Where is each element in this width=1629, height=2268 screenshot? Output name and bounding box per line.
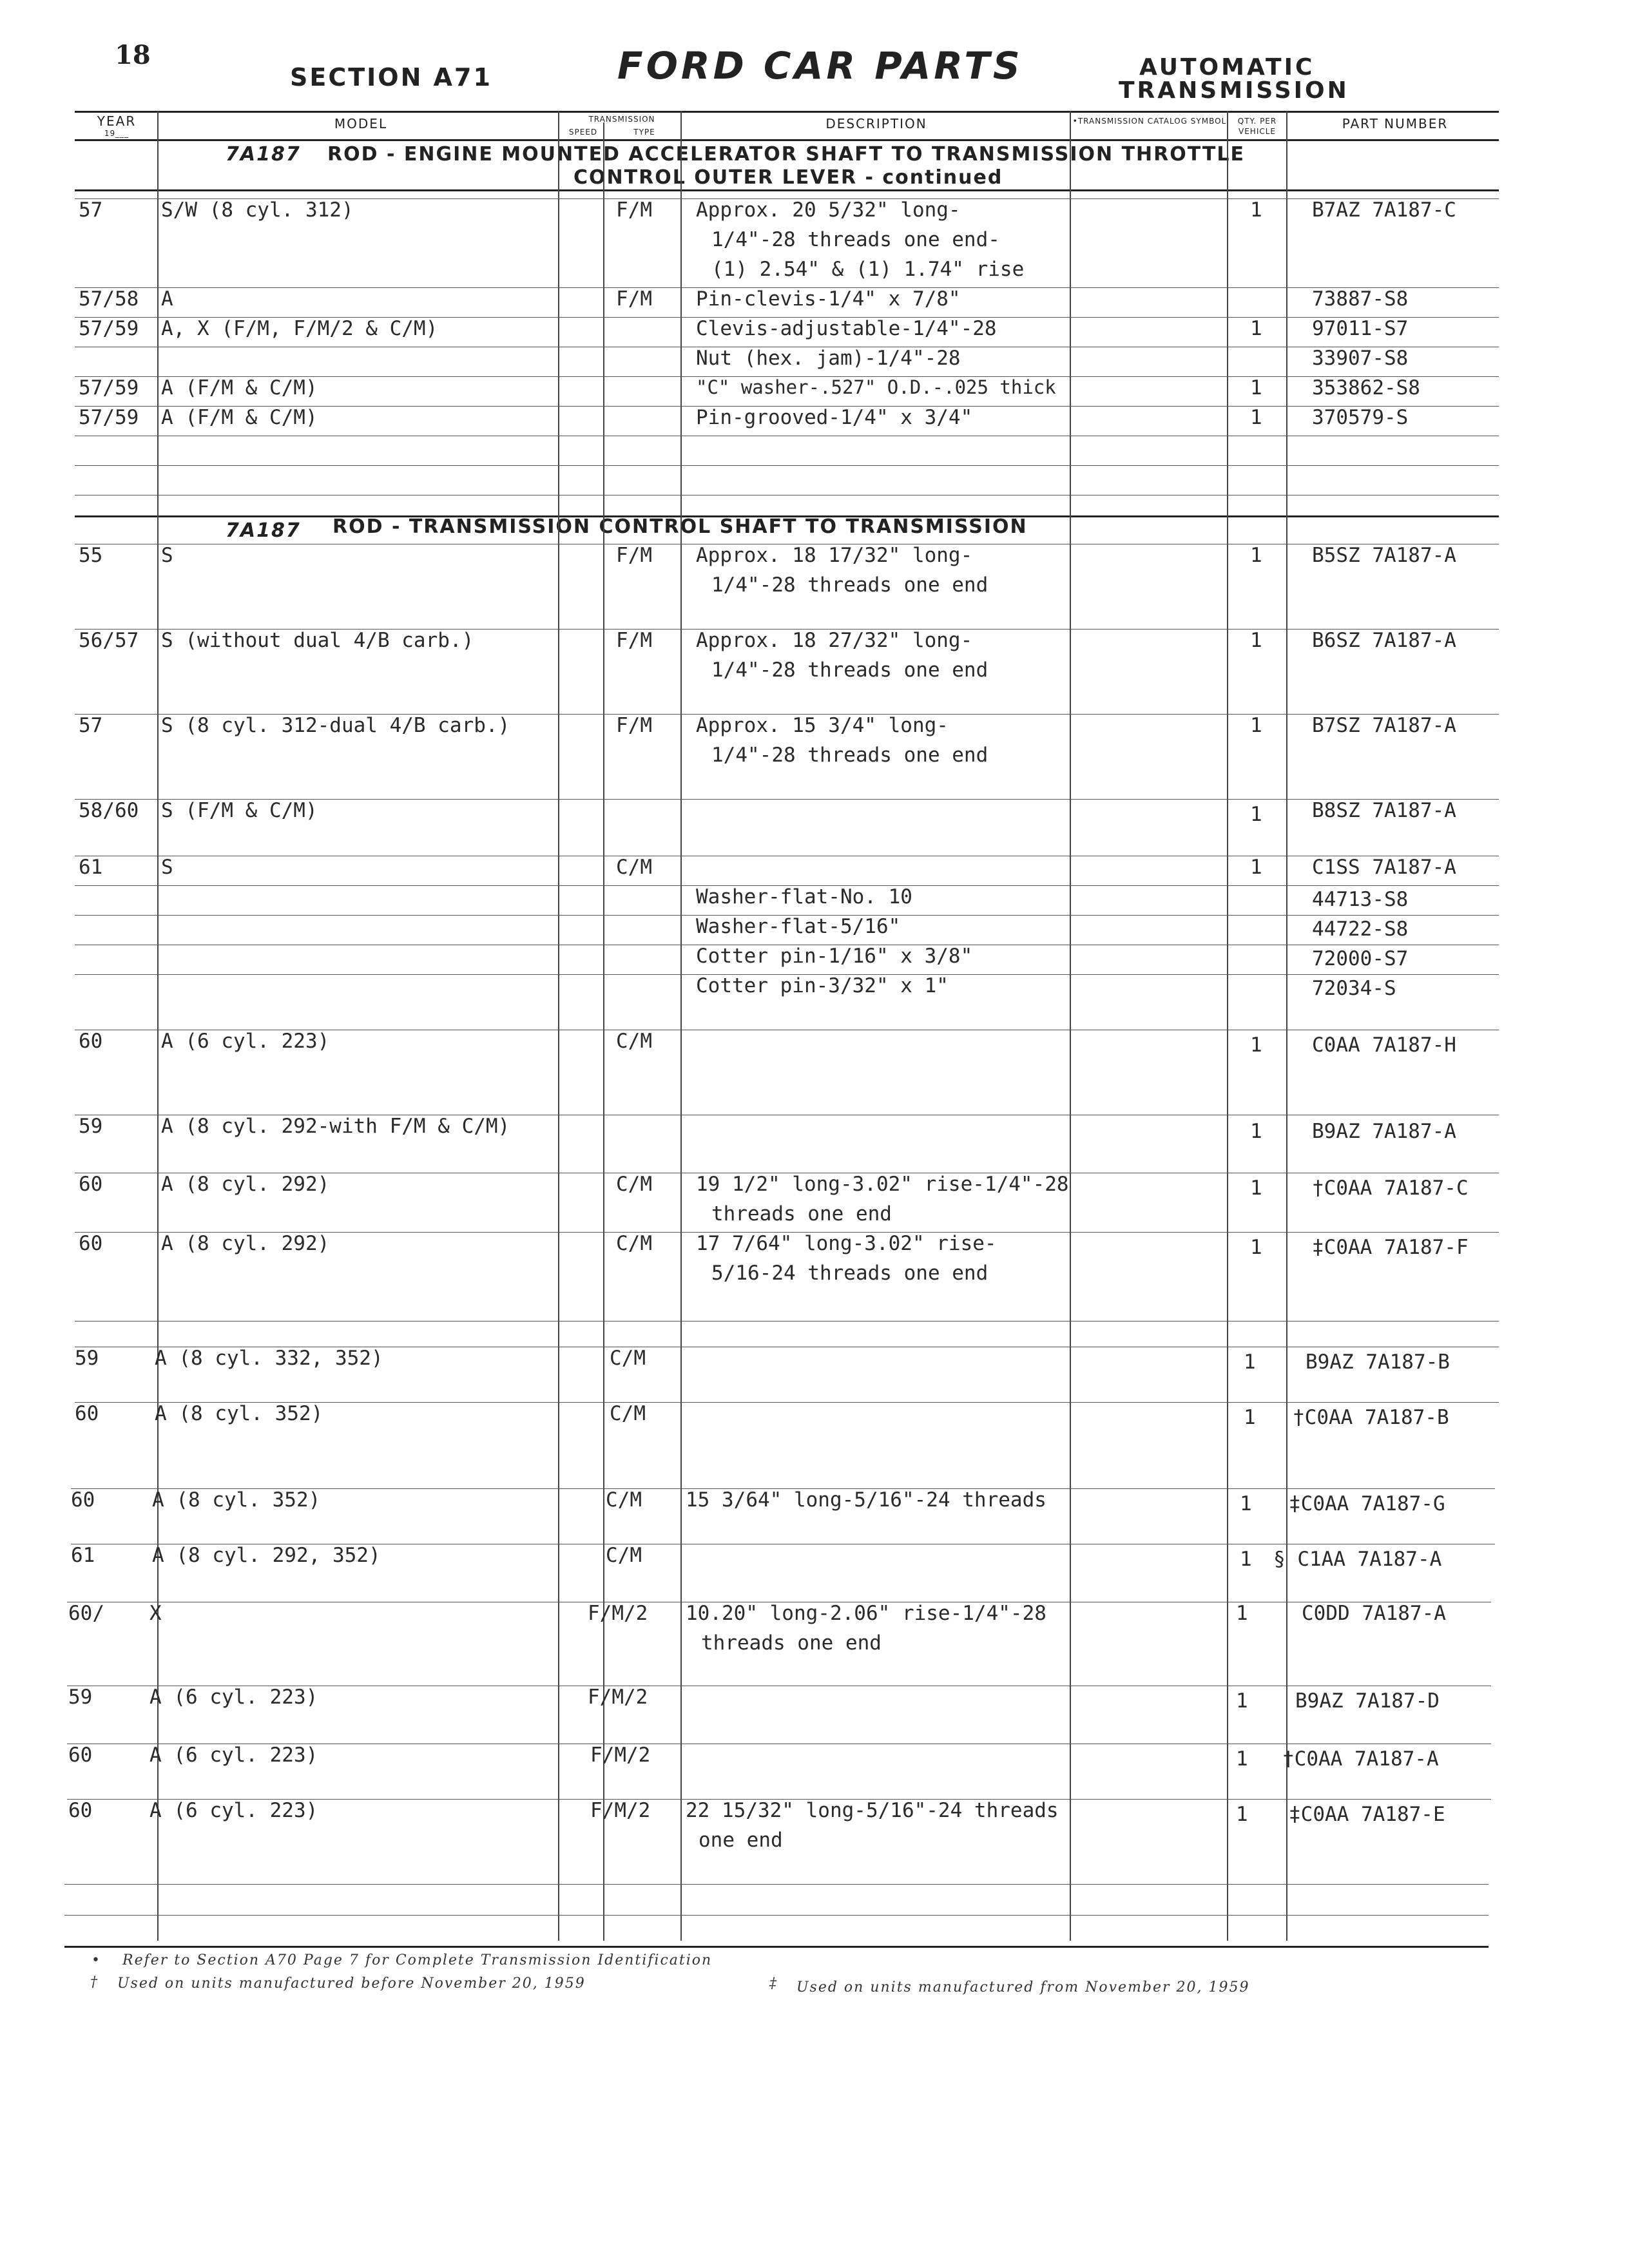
col-year-sub: 19___ [104,129,130,138]
row-year: 59 [79,1115,103,1138]
footnote-bullet-marker: • [92,1952,101,1968]
row-model: A (6 cyl. 223) [149,1686,318,1709]
col-transmission: TRANSMISSION [588,115,655,124]
row-type: F/M [616,714,652,737]
row-model: X [149,1602,162,1625]
row-year: 60 [68,1744,93,1767]
row-part-number: 44713-S8 [1312,888,1409,911]
row-year: 60/ [68,1602,104,1625]
row-part-number: B8SZ 7A187-A [1312,799,1456,822]
row-description: 22 15/32" long-5/16"-24 threads [686,1799,1059,1822]
row-model: A (6 cyl. 223) [149,1744,318,1767]
row-model: A (6 cyl. 223) [161,1030,330,1053]
row-part-number: B5SZ 7A187-A [1312,544,1456,567]
divider-description [680,111,682,1941]
row-year: 57 [79,714,103,737]
row-qty: 1 [1250,856,1262,879]
brand-title: FORD CAR PARTS [617,44,1023,88]
footnote-dagger-marker: † [90,1974,99,1990]
row-year: 57/59 [79,406,139,429]
row-qty: 1 [1236,1747,1248,1771]
divider-catalog [1070,111,1071,1941]
row-description: threads one end [711,1202,892,1225]
row-qty: 1 [1244,1406,1256,1429]
row-qty: 1 [1250,376,1262,399]
row-model: A (6 cyl. 223) [149,1799,318,1822]
row-part-number: B7AZ 7A187-C [1312,198,1456,222]
row-type: F/M/2 [588,1602,648,1625]
row-part-number: 370579-S [1312,406,1409,429]
row-year: 60 [79,1173,103,1196]
row-description: threads one end [701,1631,882,1655]
header-top-rule [75,111,1499,113]
row-description: 15 3/64" long-5/16"-24 threads [686,1488,1046,1512]
row-year: 60 [79,1030,103,1053]
row-part-number: 97011-S7 [1312,317,1409,340]
row-qty: 1 [1240,1548,1252,1571]
footnote-bullet: Refer to Section A70 Page 7 for Complete Transmission Identification [122,1952,713,1968]
row-qty: 1 [1250,714,1262,737]
row-model: S (without dual 4/B carb.) [161,629,474,652]
row-qty: 1 [1250,406,1262,429]
row-description: Cotter pin-3/32" x 1" [696,974,949,997]
row-model: A (F/M & C/M) [161,406,318,429]
row-year: 60 [75,1402,99,1425]
row-part-number: B9AZ 7A187-A [1312,1120,1456,1143]
row-year: 59 [75,1347,99,1370]
row-qty: 1 [1250,1236,1262,1259]
row-rule [75,465,1499,466]
row-type: C/M [616,856,652,879]
divider-part [1286,111,1287,1941]
row-part-number: B6SZ 7A187-A [1312,629,1456,652]
row-year: 59 [68,1686,93,1709]
row-description: one end [699,1829,783,1852]
row-description: Nut (hex. jam)-1/4"-28 [696,347,961,370]
col-model: MODEL [334,116,388,131]
row-qty: 1 [1250,317,1262,340]
row-rule [64,1915,1489,1916]
row-type: C/M [606,1488,642,1512]
row-type: F/M/2 [590,1744,651,1767]
row-part-number: †C0AA 7A187-B [1293,1406,1449,1429]
row-type: C/M [616,1232,652,1255]
row-qty: 1 [1250,1033,1262,1057]
footnote-double-dagger-marker: ‡ [769,1975,778,1992]
row-qty: 1 [1240,1492,1252,1515]
col-speed: SPEED [568,128,598,137]
row-description: Approx. 18 17/32" long- [696,544,973,567]
row-model: S (F/M & C/M) [161,799,318,822]
group-code-1: 7A187 [226,143,301,166]
row-year: 57/58 [79,287,139,311]
row-description: Approx. 15 3/4" long- [696,714,949,737]
row-qty: 1 [1244,1350,1256,1374]
col-part-number: PART NUMBER [1342,116,1449,131]
footnote-double-dagger: Used on units manufactured from November 20, 1959 [796,1979,1250,1995]
row-rule [64,1884,1489,1885]
group-1-rule [75,189,1499,191]
group-title-1-line-2: CONTROL OUTER LEVER - continued [574,166,1003,189]
row-description: Washer-flat-No. 10 [696,885,912,908]
row-type: F/M/2 [590,1799,651,1822]
row-type: F/M [616,287,652,311]
row-description: 1/4"-28 threads one end [711,658,988,682]
row-description: 1/4"-28 threads one end [711,744,988,767]
row-type: C/M [616,1030,652,1053]
row-year: 57/59 [79,317,139,340]
row-part-number: ‡C0AA 7A187-G [1289,1492,1445,1515]
row-model: A (8 cyl. 352) [152,1488,321,1512]
row-part-number: 72000-S7 [1312,947,1409,970]
divider-speed [558,111,559,1941]
row-model: S [161,544,173,567]
col-catalog-symbol: •TRANSMISSION CATALOG SYMBOL [1072,117,1227,126]
row-part-number: B7SZ 7A187-A [1312,714,1456,737]
row-model: A, X (F/M, F/M/2 & C/M) [161,317,438,340]
row-description: 10.20" long-2.06" rise-1/4"-28 [686,1602,1046,1625]
divider-model [157,111,159,1941]
row-qty: 1 [1250,1120,1262,1143]
row-description: Pin-grooved-1/4" x 3/4" [696,406,973,429]
row-part-number: 44722-S8 [1312,918,1409,941]
row-type: C/M [610,1402,646,1425]
row-part-number: 73887-S8 [1312,287,1409,311]
row-description: Washer-flat-5/16" [696,915,901,938]
row-part-number: C0AA 7A187-H [1312,1033,1456,1057]
row-part-number: B9AZ 7A187-B [1306,1350,1450,1374]
page-number: 18 [115,40,151,70]
row-qty: 1 [1250,1177,1262,1200]
row-type: F/M [616,629,652,652]
col-year: YEAR [97,113,137,129]
row-part-number: ‡C0AA 7A187-E [1289,1803,1445,1826]
row-description: Approx. 18 27/32" long- [696,629,973,652]
row-part-number: B9AZ 7A187-D [1295,1689,1440,1713]
row-type: C/M [606,1544,642,1567]
row-description: 17 7/64" long-3.02" rise- [696,1232,997,1255]
row-model: A (8 cyl. 352) [155,1402,323,1425]
row-year: 57 [79,198,103,222]
category-line-1: AUTOMATIC [1139,54,1315,81]
row-qty: 1 [1236,1689,1248,1713]
row-part-number: †C0AA 7A187-A [1282,1747,1439,1771]
category-line-2: TRANSMISSION [1119,77,1349,104]
header-bottom-rule [75,139,1499,141]
row-description: 1/4"-28 threads one end [711,573,988,597]
row-year: 56/57 [79,629,139,652]
col-type: TYPE [633,128,655,137]
row-description: Cotter pin-1/16" x 3/8" [696,945,973,968]
row-part-number: 33907-S8 [1312,347,1409,370]
row-part-number: C1SS 7A187-A [1312,856,1456,879]
row-description: 5/16-24 threads one end [711,1262,988,1285]
row-year: 60 [79,1232,103,1255]
row-part-number: 72034-S [1312,977,1396,1000]
row-part-number: †C0AA 7A187-C [1312,1177,1469,1200]
row-model: A (8 cyl. 332, 352) [155,1347,383,1370]
table-bottom-rule [64,1946,1489,1948]
row-model: A (8 cyl. 292-with F/M & C/M) [161,1115,510,1138]
group-title-1-line-1: ROD - ENGINE MOUNTED ACCELERATOR SHAFT TO TRANSMISSION THROTTLE [327,143,1245,166]
group-title-2-line-1: ROD - TRANSMISSION CONTROL SHAFT TO TRANSMISSION [333,515,1028,538]
section-label: SECTION A71 [290,63,492,91]
row-year: 61 [71,1544,95,1567]
row-year: 61 [79,856,103,879]
row-type: C/M [616,1173,652,1196]
row-model: A (8 cyl. 292) [161,1232,330,1255]
group-code-2: 7A187 [226,519,301,542]
row-year: 58/60 [79,799,139,822]
divider-type [603,122,604,1941]
row-model: A (8 cyl. 292) [161,1173,330,1196]
row-description: Approx. 20 5/32" long- [696,198,961,222]
row-qty: 1 [1236,1602,1248,1625]
row-model: S [161,856,173,879]
row-description: 1/4"-28 threads one end- [711,228,1000,251]
row-description: "C" washer-.527" O.D.-.025 thick [696,376,1056,398]
row-description: (1) 2.54" & (1) 1.74" rise [711,258,1025,281]
row-description: 19 1/2" long-3.02" rise-1/4"-28 [696,1173,1069,1196]
row-year: 60 [71,1488,95,1512]
row-model: A (F/M & C/M) [161,376,318,399]
row-qty: 1 [1236,1803,1248,1826]
row-model: S/W (8 cyl. 312) [161,198,354,222]
row-qty: 1 [1250,198,1262,222]
row-qty: 1 [1250,544,1262,567]
row-description: Pin-clevis-1/4" x 7/8" [696,287,961,311]
row-model: A (8 cyl. 292, 352) [152,1544,381,1567]
col-qty: QTY. PER VEHICLE [1237,117,1277,136]
row-type: F/M [616,198,652,222]
row-qty: 1 [1250,803,1262,826]
row-type: F/M/2 [588,1686,648,1709]
row-part-number: C0DD 7A187-A [1302,1602,1446,1625]
row-model: A [161,287,173,311]
row-type: F/M [616,544,652,567]
row-year: 55 [79,544,103,567]
row-part-number: 353862-S8 [1312,376,1420,399]
row-model: S (8 cyl. 312-dual 4/B carb.) [161,714,510,737]
row-part-number: § C1AA 7A187-A [1273,1548,1442,1571]
row-year: 57/59 [79,376,139,399]
footnote-dagger: Used on units manufactured before November 20, 1959 [117,1975,586,1992]
divider-qty [1227,111,1228,1941]
row-description: Clevis-adjustable-1/4"-28 [696,317,997,340]
row-qty: 1 [1250,629,1262,652]
col-description: DESCRIPTION [825,116,927,131]
row-part-number: ‡C0AA 7A187-F [1312,1236,1469,1259]
row-type: C/M [610,1347,646,1370]
row-year: 60 [68,1799,93,1822]
